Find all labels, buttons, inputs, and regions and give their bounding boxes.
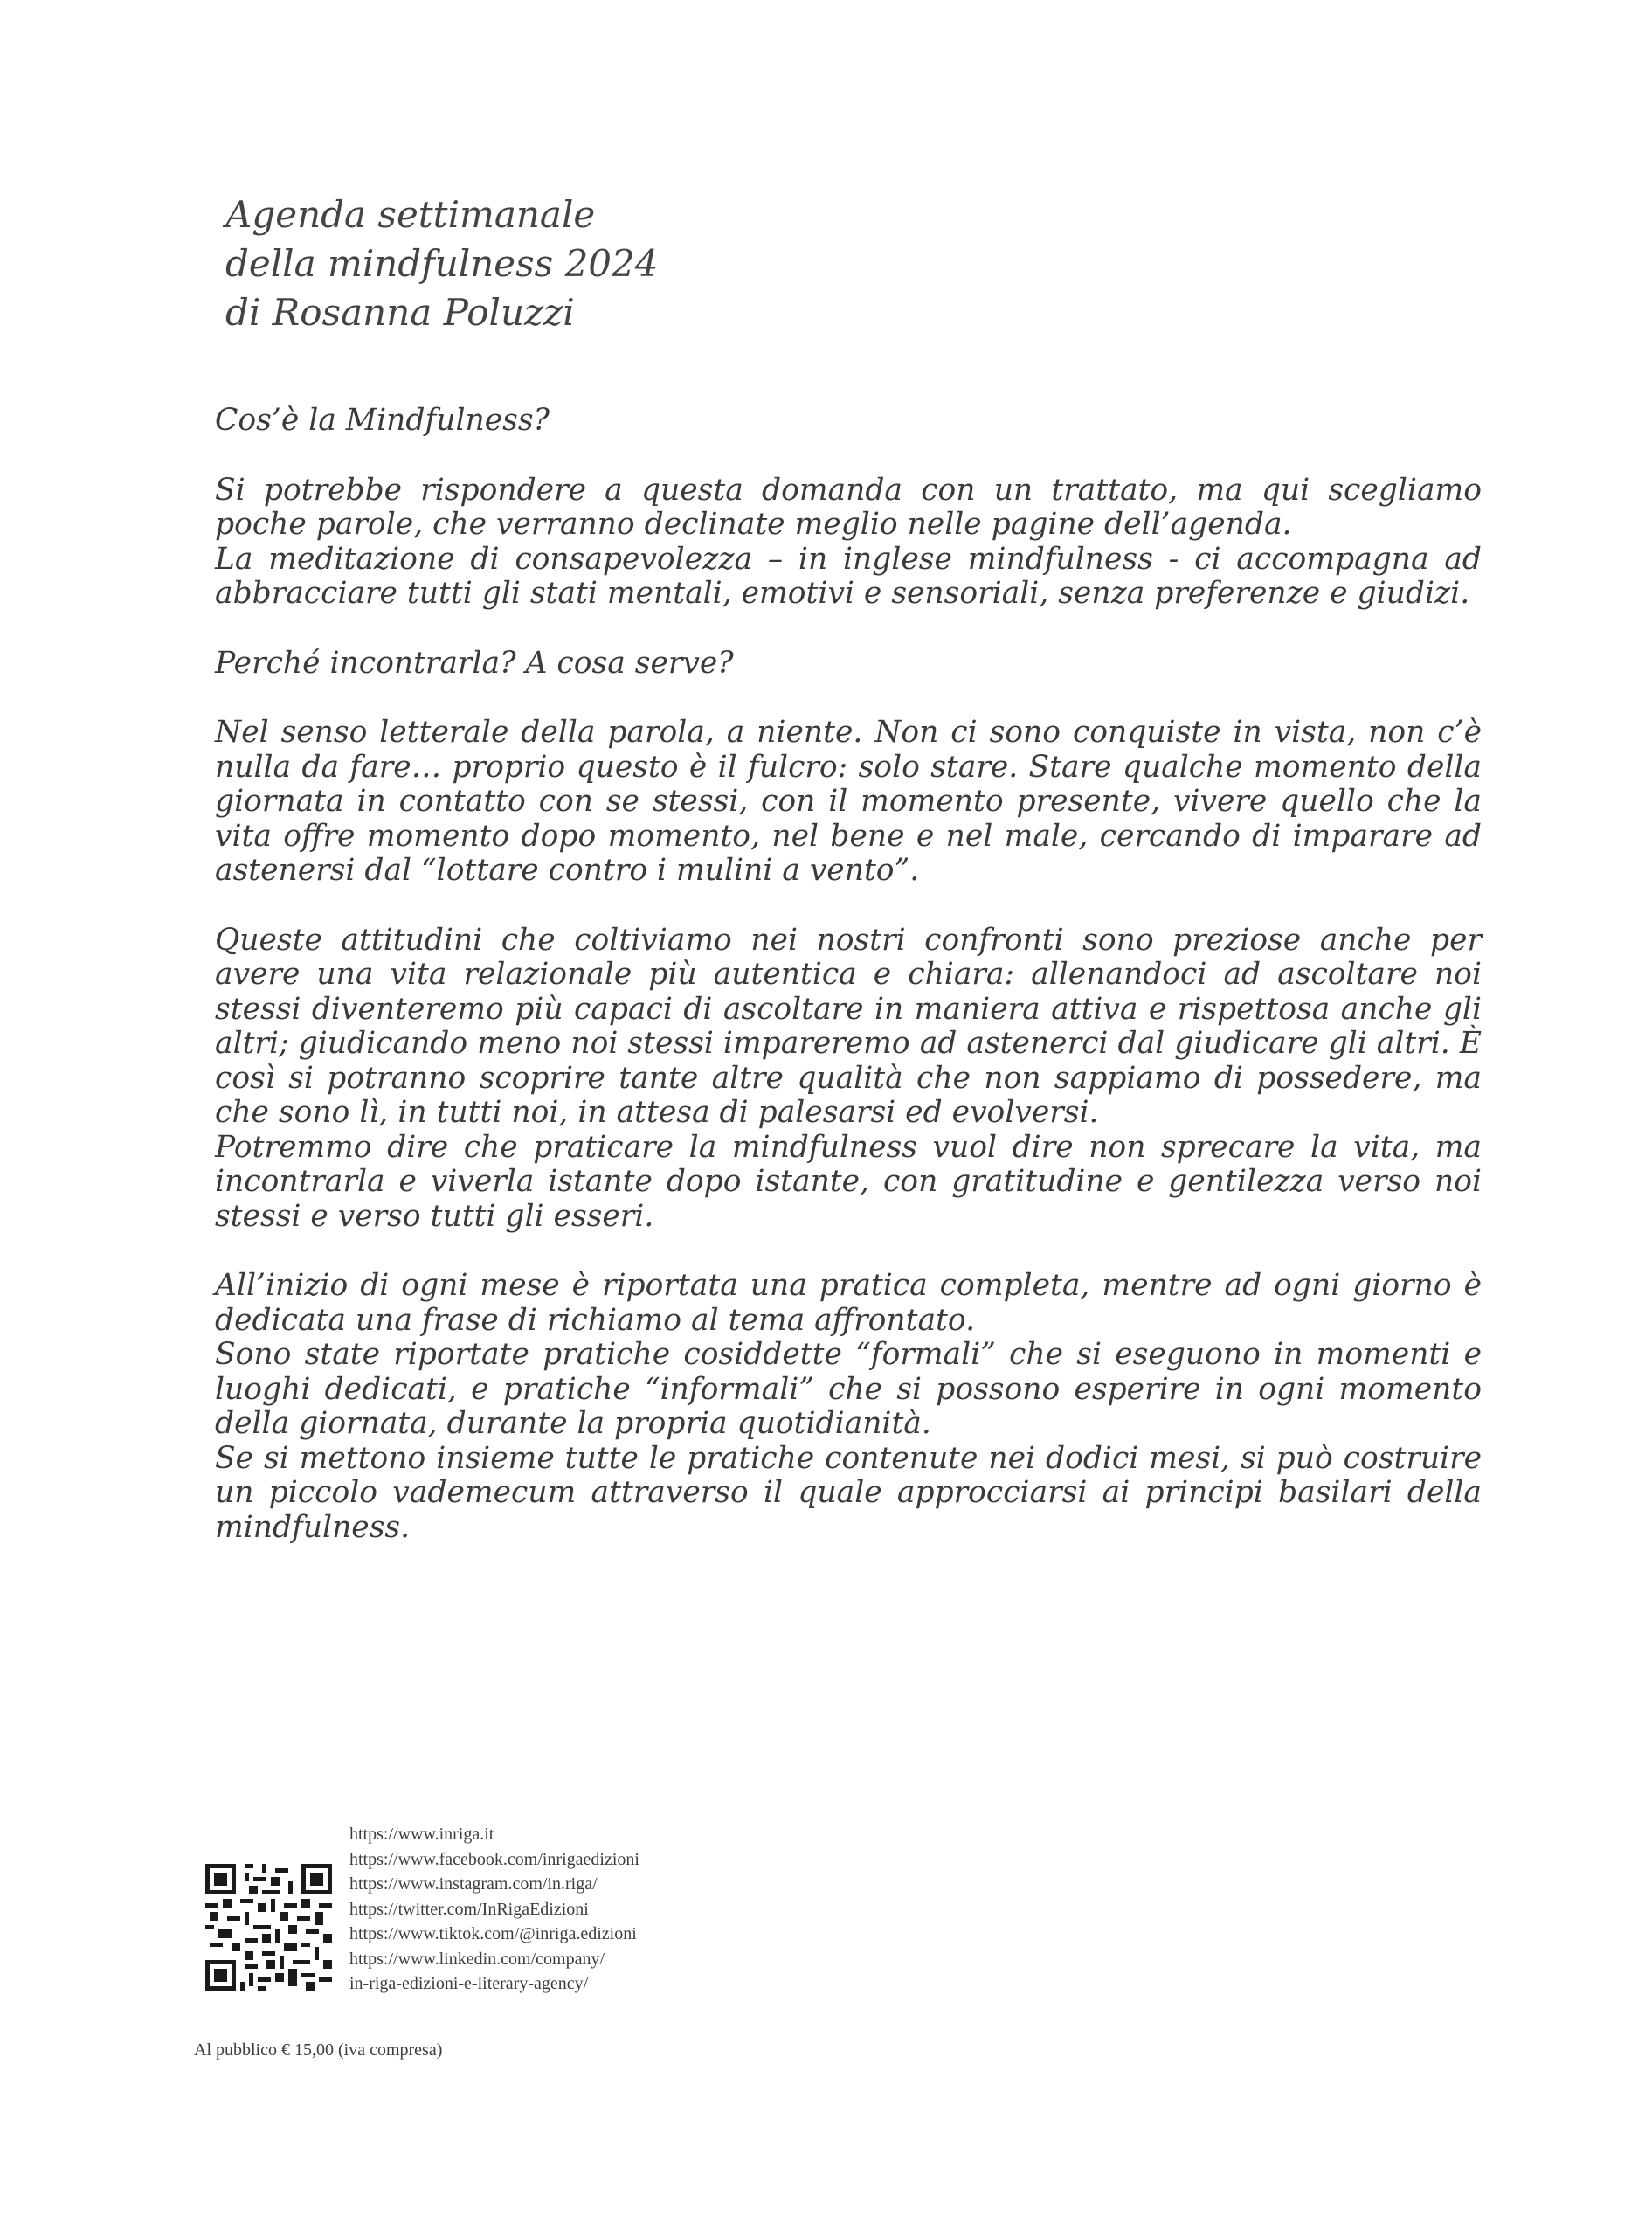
link-linkedin-continued[interactable]: in-riga-edizioni-e-literary-agency/ xyxy=(349,1974,589,1993)
description-text xyxy=(215,404,1482,1580)
link-twitter[interactable]: https://twitter.com/InRigaEdizioni xyxy=(349,1899,589,1919)
paragraph-structure xyxy=(215,1269,1482,1545)
paragraph-structure-part-3: Se si mettono insieme tutte le pratiche contenute nei dodici mesi, si può costruire un piccolo vademecum attraverso il quale approcciarsi ai principi basilari della mindfulness. xyxy=(215,1440,1482,1545)
book-title xyxy=(225,190,1012,337)
paragraph-attitudes-part-1: Queste attitudini che coltiviamo nei nostri confronti sono preziose anche per avere una vita relazionale più autentica e chiara: allenandoci ad ascoltare noi stessi diventeremo più capaci di ascoltare in maniera attiva e rispettosa anche gli altri; giudicando meno noi stessi impareremo ad astenerci dal giudicare gli altri. È così si potranno scoprire tante altre qualità che non sappiamo di possedere, ma che sono lì, in tutti noi, in attesa di palesarsi ed evolversi. xyxy=(215,922,1482,1130)
paragraph-purpose xyxy=(215,716,1482,889)
title-line-1: Agenda settimanale xyxy=(225,193,596,236)
link-linkedin[interactable]: https://www.linkedin.com/company/ xyxy=(349,1949,605,1969)
paragraph-answer-part-1: Si potrebbe rispondere a questa domanda con un trattato, ma qui scegliamo poche parole, che verranno declinate meglio nelle pagine dell’agenda. xyxy=(215,472,1482,542)
question-what-is-mindfulness: Cos’è la Mindfulness? xyxy=(215,403,550,438)
qr-code-icon xyxy=(205,1864,332,1991)
link-website[interactable]: https://www.inriga.it xyxy=(349,1825,494,1844)
price-label: Al pubblico € 15,00 (iva compresa) xyxy=(194,2040,443,2060)
paragraph-structure-part-1: All’inizio di ogni mese è riportata una pratica completa, mentre ad ogni giorno è dedicata una frase di richiamo al tema affrontato. xyxy=(215,1268,1482,1338)
paragraph-attitudes xyxy=(215,924,1482,1235)
paragraph-attitudes-part-2: Potremmo dire che praticare la mindfulness vuol dire non sprecare la vita, ma incontrarla e viverla istante dopo istante, con gratitudine e gentilezza verso noi stessi e verso tutti gli esseri. xyxy=(215,1129,1482,1234)
social-links xyxy=(349,1822,874,1997)
paragraph-structure-part-2: Sono state riportate pratiche cosiddette “formali” che si eseguono in momenti e luoghi dedicati, e pratiche “informali” che si possono esperire in ogni momento della giornata, durante la propria quotidianità. xyxy=(215,1337,1482,1441)
link-facebook[interactable]: https://www.facebook.com/inrigaedizioni xyxy=(349,1849,639,1869)
link-instagram[interactable]: https://www.instagram.com/in.riga/ xyxy=(349,1874,598,1894)
question-why: Perché incontrarla? A cosa serve? xyxy=(215,645,734,681)
title-line-2: della mindfulness 2024 xyxy=(225,242,659,285)
paragraph-answer-part-2: La meditazione di consapevolezza – in inglese mindfulness - ci accompagna ad abbracciare tutti gli stati mentali, emotivi e sensoriali, senza preferenze e giudizi. xyxy=(215,541,1482,611)
title-line-3: di Rosanna Poluzzi xyxy=(225,291,575,334)
link-tiktok[interactable]: https://www.tiktok.com/@inriga.edizioni xyxy=(349,1924,637,1943)
paragraph-answer xyxy=(215,474,1482,612)
paragraph-purpose-part-1: Nel senso letterale della parola, a niente. Non ci sono conquiste in vista, non c’è nulla da fare… proprio questo è il fulcro: solo stare. Stare qualche momento della giornata in contatto con se stessi, con il momento presente, vivere quello che la vita offre momento dopo momento, nel bene e nel male, cercando di imparare ad astenersi dal “lottare contro i mulini a vento”. xyxy=(215,715,1482,888)
